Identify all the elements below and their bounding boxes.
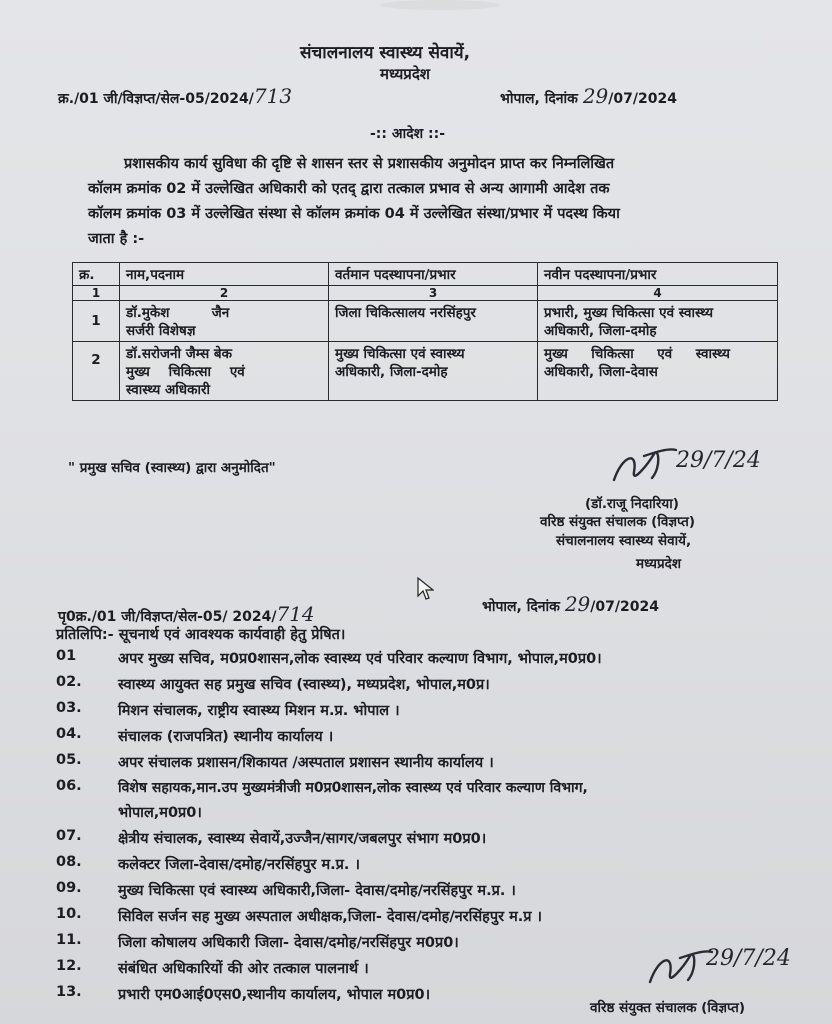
- list-item-text: जिला कोषालय अधिकारी जिला- देवास/दमोह/नरसिंहपुर म0प्र0।: [118, 935, 459, 951]
- col-number: 2: [120, 286, 329, 301]
- row-new-line: अधिकारी, जिला-देवास: [544, 364, 658, 380]
- list-item-number: 02.: [56, 674, 82, 690]
- office-state: मध्यप्रदेश: [380, 65, 431, 83]
- endorsement-date-day: 29: [564, 592, 591, 616]
- office-title: संचालनालय स्वास्थ्य सेवायें,: [300, 43, 471, 63]
- row-new-posting: [538, 342, 778, 401]
- list-item-number: 13.: [56, 984, 82, 1000]
- endorsement-date-prefix: भोपाल, दिनांक: [482, 599, 560, 615]
- list-item-text: विशेष सहायक,मान.उप मुख्यमंत्रीजी म0प्र0शासन,लोक स्वास्थ्य एवं परिवार कल्याण विभाग,: [118, 780, 588, 796]
- top-smudge: [380, 0, 500, 10]
- order-date-rest: /07/2024: [608, 91, 677, 107]
- header-sno: क्र.: [73, 263, 120, 286]
- endorsement-reference: [58, 602, 315, 626]
- row-name-line: सर्जरी विशेषज्ञ: [126, 323, 196, 339]
- row-name: [120, 342, 329, 401]
- table-header-row: [73, 263, 778, 286]
- list-item-text: अपर मुख्य सचिव, म0प्र0शासन,लोक स्वास्थ्य एवं परिवार कल्याण विभाग, भोपाल,म0प्र0।: [118, 651, 602, 667]
- signatory-office: संचालनालय स्वास्थ्य सेवायें,: [556, 533, 692, 549]
- list-item-text: कलेक्टर जिला-देवास/दमोह/नरसिंहपुर म.प्र. ।: [118, 857, 360, 873]
- list-item-text: मिशन संचालक, राष्ट्रीय स्वास्थ्य मिशन म.प्र. भोपाल ।: [118, 703, 400, 719]
- row-name-line: डॉ.मुकेश जैन: [126, 305, 230, 321]
- endorsement-date-rest: /07/2024: [590, 599, 659, 615]
- endorsement-reference-prefix: पृ0क्र./01 जी/विज्ञप्त/सेल-05/ 2024/: [58, 609, 277, 625]
- list-item-number: 12.: [56, 958, 82, 974]
- order-reference: [58, 84, 292, 108]
- row-name-line: स्वास्थ्य अधिकारी: [126, 382, 210, 398]
- signatory-name: (डॉ.राजू निदारिया): [585, 496, 679, 512]
- list-item-number: 11.: [56, 932, 82, 948]
- row-current-line: अधिकारी, जिला-दमोह: [335, 364, 448, 380]
- list-item-text: मुख्य चिकित्सा एवं स्वास्थ्य अधिकारी,जिला- देवास/दमोह/नरसिंहपुर म.प्र. ।: [118, 883, 516, 899]
- order-date-day: 29: [582, 84, 609, 108]
- list-item-number: 04.: [56, 726, 82, 742]
- order-body: [88, 152, 788, 252]
- row-new-line: अधिकारी, जिला-दमोह: [544, 323, 657, 339]
- signatory-state: मध्यप्रदेश: [636, 556, 682, 572]
- list-item-text: स्वास्थ्य आयुक्त सह प्रमुख सचिव (स्वास्थ्य), मध्यप्रदेश, भोपाल,म0प्र।: [118, 677, 490, 693]
- list-item-number: 03.: [56, 700, 82, 716]
- order-heading: -:: आदेश ::-: [370, 126, 446, 142]
- list-item-text: क्षेत्रीय संचालक, स्वास्थ्य सेवायें,उज्जैन/सागर/जबलपुर संभाग म0प्र0।: [118, 831, 487, 847]
- list-item-number: 01: [56, 648, 77, 664]
- signature-1-date: 29/7/24: [676, 448, 761, 473]
- row-sno: 2: [73, 342, 120, 401]
- list-item-text: सिविल सर्जन सह मुख्य अस्पताल अधीक्षक,जिला- देवास/दमोह/नरसिंहपुर म.प्र ।: [118, 909, 543, 925]
- list-item-text: संचालक (राजपत्रित) स्थानीय कार्यालय ।: [118, 729, 334, 745]
- order-body-line: कॉलम क्रमांक 02 में उल्लेखित अधिकारी को एतद् द्वारा तत्काल प्रभाव से अन्य आगामी आदेश तक: [88, 181, 610, 197]
- list-item-number: 05.: [56, 752, 82, 768]
- signatory-designation: वरिष्ठ संयुक्त संचालक (विज्ञप्त): [540, 514, 696, 530]
- list-item-text: संबंधित अधिकारियों की ओर तत्काल पालनार्थ ।: [118, 961, 369, 977]
- order-body-line: जाता है :-: [88, 231, 145, 247]
- order-body-line: कॉलम क्रमांक 03 में उल्लेखित संस्था से कॉलम क्रमांक 04 में उल्लेखित संस्था/प्रभार में पदस्थ किया: [88, 206, 620, 222]
- list-item-number: 07.: [56, 828, 82, 844]
- row-sno: 1: [73, 301, 120, 342]
- header-current-posting: वर्तमान पदस्थापना/प्रभार: [329, 263, 538, 286]
- table-row: [73, 301, 778, 342]
- header-name: नाम,पदनाम: [120, 263, 329, 286]
- row-name-line: डॉ.सरोजनी जैम्स बेक: [126, 346, 233, 362]
- mouse-cursor-icon: [416, 576, 434, 602]
- order-reference-hand-number: 713: [253, 84, 293, 108]
- order-date-prefix: भोपाल, दिनांक: [500, 91, 578, 107]
- endorsement-date: [482, 592, 659, 616]
- order-body-line: प्रशासकीय कार्य सुविधा की दृष्टि से शासन स्तर से प्रशासकीय अनुमोदन प्राप्त कर निम्नलिखित: [124, 156, 615, 172]
- list-item-number: 09.: [56, 880, 82, 896]
- row-new-line: मुख्य चिकित्सा एवं स्वास्थ्य: [544, 346, 730, 362]
- row-name-line: मुख्य चिकित्सा एवं: [126, 364, 245, 380]
- list-item-number: 10.: [56, 906, 82, 922]
- list-item-number: 08.: [56, 854, 82, 870]
- list-item-text: अपर संचालक प्रशासन/शिकायत /अस्पताल प्रशासन स्थानीय कार्यालय ।: [118, 755, 494, 771]
- copy-to-line: प्रतिलिपि:- सूचनार्थ एवं आवश्यक कार्यवाही हेतु प्रेषित।: [56, 627, 346, 643]
- order-reference-prefix: क्र./01 जी/विज्ञप्त/सेल-05/2024/: [58, 91, 254, 107]
- header-new-posting: नवीन पदस्थापना/प्रभार: [538, 263, 778, 286]
- approval-note: " प्रमुख सचिव (स्वास्थ्य) द्वारा अनुमोदित": [68, 460, 276, 476]
- signatory-2-designation: वरिष्ठ संयुक्त संचालक (विज्ञप्त): [590, 1000, 746, 1016]
- row-current-posting: जिला चिकित्सालय नरसिंहपुर: [329, 301, 538, 342]
- signature-2-date: 29/7/24: [706, 946, 791, 971]
- row-name: [120, 301, 329, 342]
- row-new-posting: [538, 301, 778, 342]
- list-item-text: प्रभारी एम0आई0एस0,स्थानीय कार्यालय, भोपाल म0प्र0।: [118, 987, 431, 1003]
- posting-table: [72, 262, 778, 401]
- order-date: [500, 84, 677, 108]
- signature-1-scribble: [604, 436, 684, 492]
- table-row: [73, 342, 778, 401]
- endorsement-hand-number: 714: [276, 602, 315, 626]
- col-number: 3: [329, 286, 538, 301]
- row-new-line: प्रभारी, मुख्य चिकित्सा एवं स्वास्थ्य: [544, 305, 714, 321]
- col-number: 4: [538, 286, 778, 301]
- row-current-posting: [329, 342, 538, 401]
- list-item-text: भोपाल,म0प्र0।: [118, 805, 202, 821]
- row-current-line: मुख्य चिकित्सा एवं स्वास्थ्य: [335, 346, 465, 362]
- list-item-number: 06.: [56, 778, 82, 794]
- table-column-number-row: [73, 286, 778, 301]
- col-number: 1: [73, 286, 120, 301]
